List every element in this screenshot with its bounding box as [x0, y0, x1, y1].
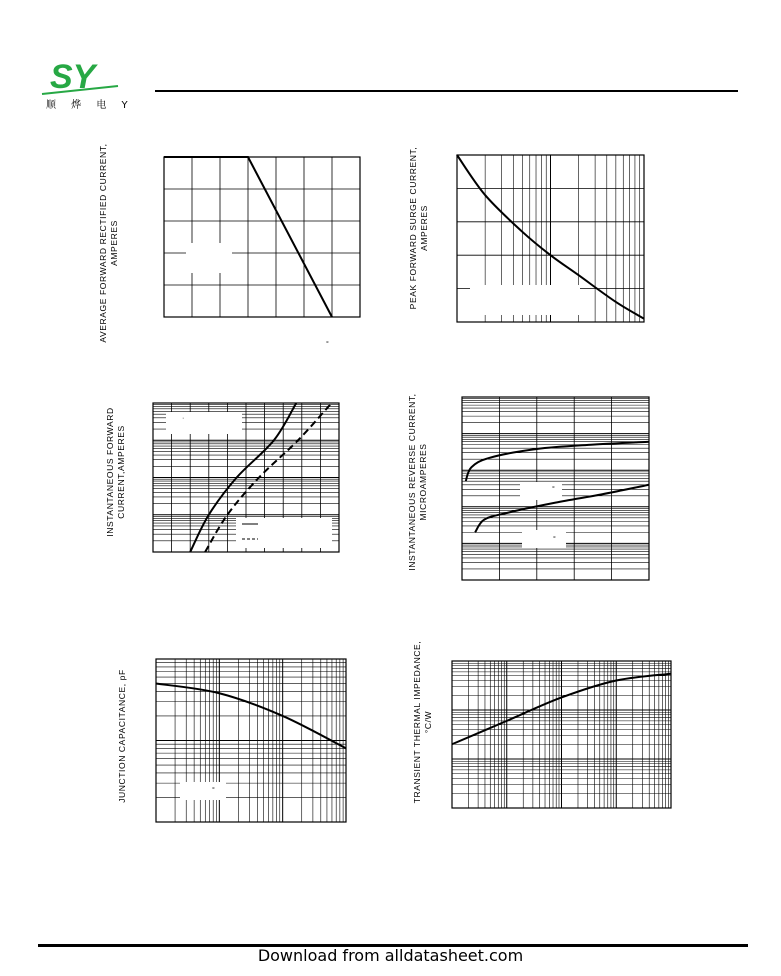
fig1-legend-box-1	[186, 243, 232, 273]
fig1-plot-frame	[164, 157, 360, 317]
fig5-ylabel-line1: JUNCTION CAPACITANCE, pF	[117, 669, 127, 803]
fig1-ylabel-line2: AMPERES	[109, 220, 119, 266]
logo-letters: SY	[50, 58, 96, 96]
fig3-annotation-1: ·	[182, 415, 185, 422]
fig2-legend-box-1	[470, 285, 580, 315]
fig3-legend-box-1	[166, 412, 242, 434]
fig6-ylabel-line1: TRANSIENT THERMAL IMPEDANCE,	[412, 640, 422, 804]
fig4-series-1-line	[466, 442, 649, 481]
logo-subtitle: 顺 烨 电 Y	[46, 100, 134, 111]
fig3-ylabel-line1: INSTANTANEOUS FORWARD	[105, 407, 115, 537]
fig6-ylabel-line2: °C/W	[423, 710, 433, 734]
fig3-legend-box-2	[236, 518, 332, 548]
fig2-ylabel-line2: AMPERES	[419, 205, 429, 251]
footer-text: Download from alldatasheet.com	[257, 946, 524, 965]
fig4-legend-box-2	[522, 530, 566, 548]
fig1-annotation-1: °	[326, 341, 329, 348]
fig4-annotation-2: °	[553, 536, 556, 543]
fig4-ylabel-line1: INSTANTANEOUS REVERSE CURRENT,	[407, 393, 417, 571]
fig4-ylabel-line2: MICROAMPERES	[418, 443, 428, 521]
fig2-ylabel-line1: PEAK FORWARD SURGE CURRENT,	[408, 146, 418, 310]
fig1-ylabel-line1: AVERAGE FORWARD RECTIFIED CURRENT,	[98, 143, 108, 343]
fig5-annotation-1: °	[212, 787, 215, 794]
fig4-annotation-1: °	[552, 486, 555, 493]
fig5-legend-box-1	[180, 782, 226, 800]
fig3-ylabel-line2: CURRENT,AMPERES	[116, 425, 126, 519]
fig4-legend-box-1	[520, 482, 562, 500]
